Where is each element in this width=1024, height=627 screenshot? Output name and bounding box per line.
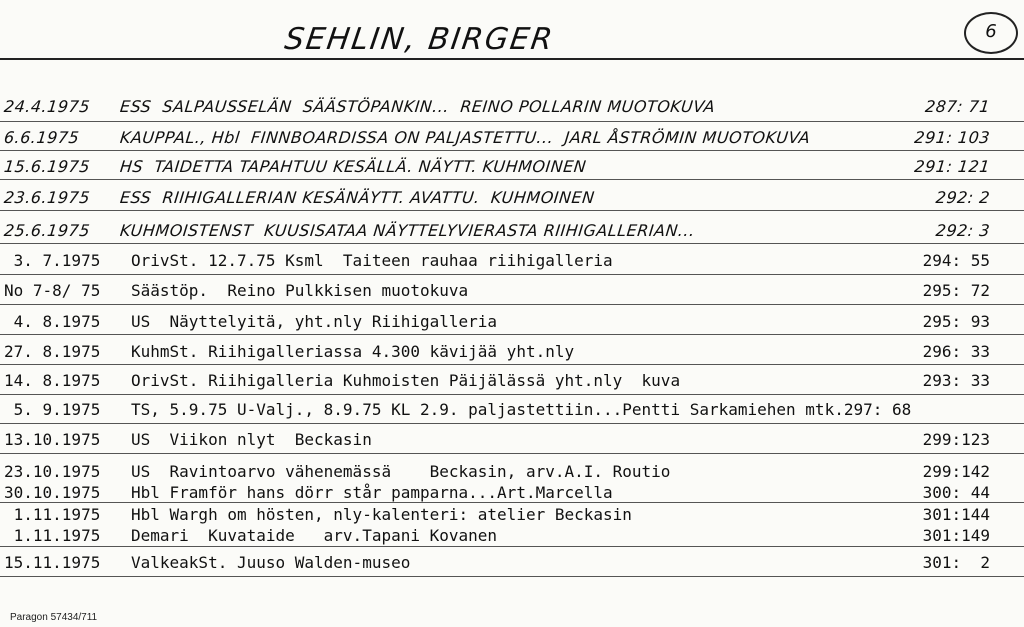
- entry-text: ESS RIIHIGALLERIAN KESÄNÄYTT. AVATTU. KUHMOINEN: [119, 188, 596, 207]
- entry-ref: 292: 2: [934, 188, 992, 207]
- entry-text: KUHMOISTENST KUUSISATAA NÄYTTELYVIERASTA RIIHIGALLERIAN...: [119, 221, 696, 240]
- entry-ref: 295: 93: [922, 312, 990, 331]
- entry-text: US Viikon nlyt Beckasin: [131, 430, 372, 449]
- card-entry-row: [0, 428, 1024, 452]
- entry-text: Hbl Framför hans dörr står pamparna...Art.Marcella: [131, 483, 613, 502]
- entry-text: ESS SALPAUSSELÄN SÄÄSTÖPANKIN... REINO POLLARIN MUOTOKUVA: [119, 97, 717, 116]
- entry-date: 1.11.1975: [4, 526, 101, 545]
- entry-date: 25.6.1975: [3, 221, 91, 240]
- entry-text: HS TAIDETTA TAPAHTUU KESÄLLÄ. NÄYTT. KUHMOINEN: [119, 157, 588, 176]
- row-rule: [0, 394, 1024, 395]
- row-rule: [0, 179, 1024, 180]
- row-rule: [0, 304, 1024, 305]
- row-rule: [0, 364, 1024, 365]
- entry-text: Hbl Wargh om hösten, nly-kalenteri: atelier Beckasin: [131, 505, 632, 524]
- entry-text: US Ravintoarvo vähenemässä Beckasin, arv.A.I. Routio: [131, 462, 671, 481]
- entry-ref: 300: 44: [922, 483, 990, 502]
- entry-date: 23.6.1975: [3, 188, 91, 207]
- entry-text: TS, 5.9.75 U-Valj., 8.9.75 KL 2.9. paljastettiin...Pentti Sarkamiehen mtk.297: 68: [131, 400, 912, 419]
- entry-ref: 301: 2: [922, 553, 990, 572]
- card-entry-row: [0, 310, 1024, 334]
- card-entry-row: [0, 398, 1024, 422]
- entry-ref: 291: 103: [913, 128, 992, 147]
- card-entry-row: [0, 369, 1024, 393]
- card-title: SEHLIN, BIRGER: [282, 22, 557, 57]
- card-entry-row: [0, 219, 1024, 243]
- header-divider: [0, 58, 1024, 60]
- card-number-badge: 6: [964, 12, 1018, 54]
- entry-date: 23.10.1975: [4, 462, 101, 481]
- entry-text: US Näyttelyitä, yht.nly Riihigalleria: [131, 312, 498, 331]
- row-rule: [0, 243, 1024, 244]
- entry-ref: 292: 3: [934, 221, 992, 240]
- entry-ref: 291: 121: [913, 157, 992, 176]
- card-print-code: Paragon 57434/711: [10, 612, 98, 623]
- entry-date: 3. 7.1975: [4, 251, 101, 270]
- entry-date: No 7-8/ 75: [4, 281, 101, 300]
- entry-text: KuhmSt. Riihigalleriassa 4.300 kävijää yht.nly: [131, 342, 575, 361]
- entry-date: 30.10.1975: [4, 483, 101, 502]
- entry-text: KAUPPAL., Hbl FINNBOARDISSA ON PALJASTETTU... JARL ÅSTRÖMIN MUOTOKUVA: [119, 128, 812, 147]
- card-entry-row: [0, 95, 1024, 119]
- entry-text: Demari Kuvataide arv.Tapani Kovanen: [131, 526, 498, 545]
- entry-ref: 299:142: [922, 462, 990, 481]
- entry-ref: 294: 55: [922, 251, 990, 270]
- entry-ref: 301:149: [922, 526, 990, 545]
- card-entry-row: [0, 551, 1024, 575]
- entry-date: 15.6.1975: [3, 157, 91, 176]
- card-entry-row: [0, 249, 1024, 273]
- card-entry-row: [0, 186, 1024, 210]
- entry-date: 1.11.1975: [4, 505, 101, 524]
- entry-ref: 287: 71: [924, 97, 992, 116]
- entry-ref: 301:144: [922, 505, 990, 524]
- entry-text: Säästöp. Reino Pulkkisen muotokuva: [131, 281, 469, 300]
- card-entry-row: [0, 524, 1024, 548]
- row-rule: [0, 121, 1024, 122]
- entry-text: ValkeakSt. Juuso Walden-museo: [131, 553, 411, 572]
- entry-text: OrivSt. 12.7.75 Ksml Taiteen rauhaa riihigalleria: [131, 251, 613, 270]
- row-rule: [0, 334, 1024, 335]
- entry-date: 24.4.1975: [3, 97, 91, 116]
- card-entry-row: [0, 340, 1024, 364]
- entry-ref: 299:123: [922, 430, 990, 449]
- card-entry-row: [0, 279, 1024, 303]
- row-rule: [0, 150, 1024, 151]
- entry-date: 4. 8.1975: [4, 312, 101, 331]
- card-entry-row: [0, 155, 1024, 179]
- entry-date: 15.11.1975: [4, 553, 101, 572]
- entry-date: 27. 8.1975: [4, 342, 101, 361]
- entry-ref: 295: 72: [922, 281, 990, 300]
- entry-date: 6.6.1975: [3, 128, 81, 147]
- row-rule: [0, 576, 1024, 577]
- row-rule: [0, 453, 1024, 454]
- row-rule: [0, 423, 1024, 424]
- entry-date: 5. 9.1975: [4, 400, 101, 419]
- entry-ref: 296: 33: [922, 342, 990, 361]
- entry-text: OrivSt. Riihigalleria Kuhmoisten Päijälässä yht.nly kuva: [131, 371, 681, 390]
- entry-ref: 293: 33: [922, 371, 990, 390]
- card-entry-row: [0, 126, 1024, 150]
- row-rule: [0, 274, 1024, 275]
- row-rule: [0, 210, 1024, 211]
- entry-date: 14. 8.1975: [4, 371, 101, 390]
- row-rule: [0, 546, 1024, 547]
- entry-date: 13.10.1975: [4, 430, 101, 449]
